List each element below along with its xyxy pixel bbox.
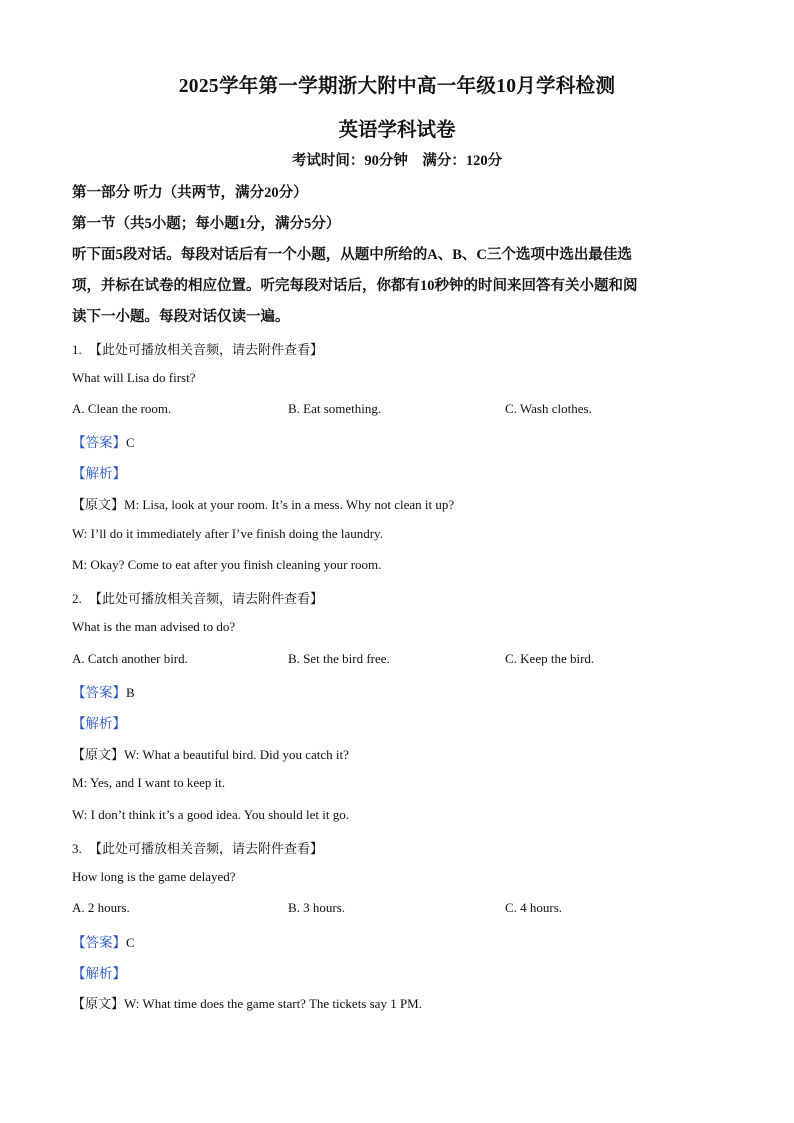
- question-header: [72, 588, 732, 607]
- transcript-line: M: Okay? Come to eat after you finish cleaning your room.: [72, 557, 382, 572]
- answer-line: [72, 431, 732, 452]
- exam-title: 2025学年第一学期浙大附中高一年级10月学科检测: [178, 76, 616, 97]
- transcript-text: W: What time does the game start? The tickets say 1 PM.: [124, 996, 422, 1011]
- option-a: A. 2 hours.: [72, 900, 130, 915]
- exam-info: 考试时间：90分钟 满分：120分: [291, 153, 503, 169]
- exam-subtitle: 英语学科试卷: [338, 120, 456, 141]
- answer-label: 【答案】: [72, 935, 126, 950]
- original-label: 【原文】: [72, 996, 125, 1011]
- answer-label: 【答案】: [72, 685, 126, 700]
- question-text: What is the man advised to do?: [72, 619, 236, 634]
- question-text: What will Lisa do first?: [72, 370, 196, 385]
- transcript-text: W: What a beautiful bird. Did you catch it?: [124, 747, 349, 762]
- subsection-heading: 第一节（共5小题；每小题1分，满分5分）: [72, 216, 341, 232]
- option-c: C. 4 hours.: [505, 900, 563, 915]
- analysis-line: [72, 462, 732, 483]
- question-number: 2.: [72, 591, 82, 606]
- answer-line: [72, 681, 732, 702]
- question-text: How long is the game delayed?: [72, 869, 236, 884]
- option-b: B. 3 hours.: [288, 900, 346, 915]
- option-a: A. Clean the room.: [72, 401, 172, 416]
- transcript-line: [72, 494, 732, 514]
- transcript-line: [72, 744, 732, 764]
- answer-value: C: [126, 935, 135, 950]
- instructions-line-2: 项，并标在试卷的相应位置。听完每段对话后，你都有10秒钟的时间来回答有关小题和阅: [72, 278, 638, 294]
- original-label: 【原文】: [72, 497, 125, 512]
- transcript-line: W: I don’t think it’s a good idea. You should let it go.: [72, 807, 349, 822]
- option-b: B. Eat something.: [288, 401, 382, 416]
- option-c: C. Keep the bird.: [505, 651, 595, 666]
- question-number: 3.: [72, 841, 82, 856]
- transcript-line: [72, 993, 732, 1013]
- instructions-line-1: 听下面5段对话。每段对话后有一个小题，从题中所给的A、B、C三个选项中选出最佳选: [72, 247, 632, 263]
- answer-value: C: [126, 435, 135, 450]
- option-c: C. Wash clothes.: [505, 401, 592, 416]
- audio-note-link[interactable]: 【此处可播放相关音频，请去附件查看】: [89, 342, 324, 357]
- part-heading: 第一部分 听力（共两节，满分20分）: [72, 185, 308, 201]
- answer-line: [72, 931, 732, 952]
- transcript-text: M: Lisa, look at your room. It’s in a mess. Why not clean it up?: [124, 497, 455, 512]
- analysis-line: [72, 962, 732, 983]
- instructions-line-3: 读下一小题。每段对话仅读一遍。: [72, 309, 290, 325]
- analysis-label: 【解析】: [72, 966, 126, 981]
- answer-label: 【答案】: [72, 435, 126, 450]
- original-label: 【原文】: [72, 747, 125, 762]
- analysis-label: 【解析】: [72, 716, 126, 731]
- audio-note-link[interactable]: 【此处可播放相关音频，请去附件查看】: [89, 591, 324, 606]
- option-b: B. Set the bird free.: [288, 651, 390, 666]
- analysis-line: [72, 712, 732, 733]
- transcript-line: M: Yes, and I want to keep it.: [72, 775, 226, 790]
- question-number: 1.: [72, 342, 82, 357]
- option-a: A. Catch another bird.: [72, 651, 188, 666]
- transcript-line: W: I’ll do it immediately after I’ve finish doing the laundry.: [72, 526, 383, 541]
- audio-note-link[interactable]: 【此处可播放相关音频，请去附件查看】: [89, 841, 324, 856]
- answer-value: B: [126, 685, 135, 700]
- question-header: [72, 838, 732, 857]
- question-header: [72, 339, 732, 358]
- analysis-label: 【解析】: [72, 466, 126, 481]
